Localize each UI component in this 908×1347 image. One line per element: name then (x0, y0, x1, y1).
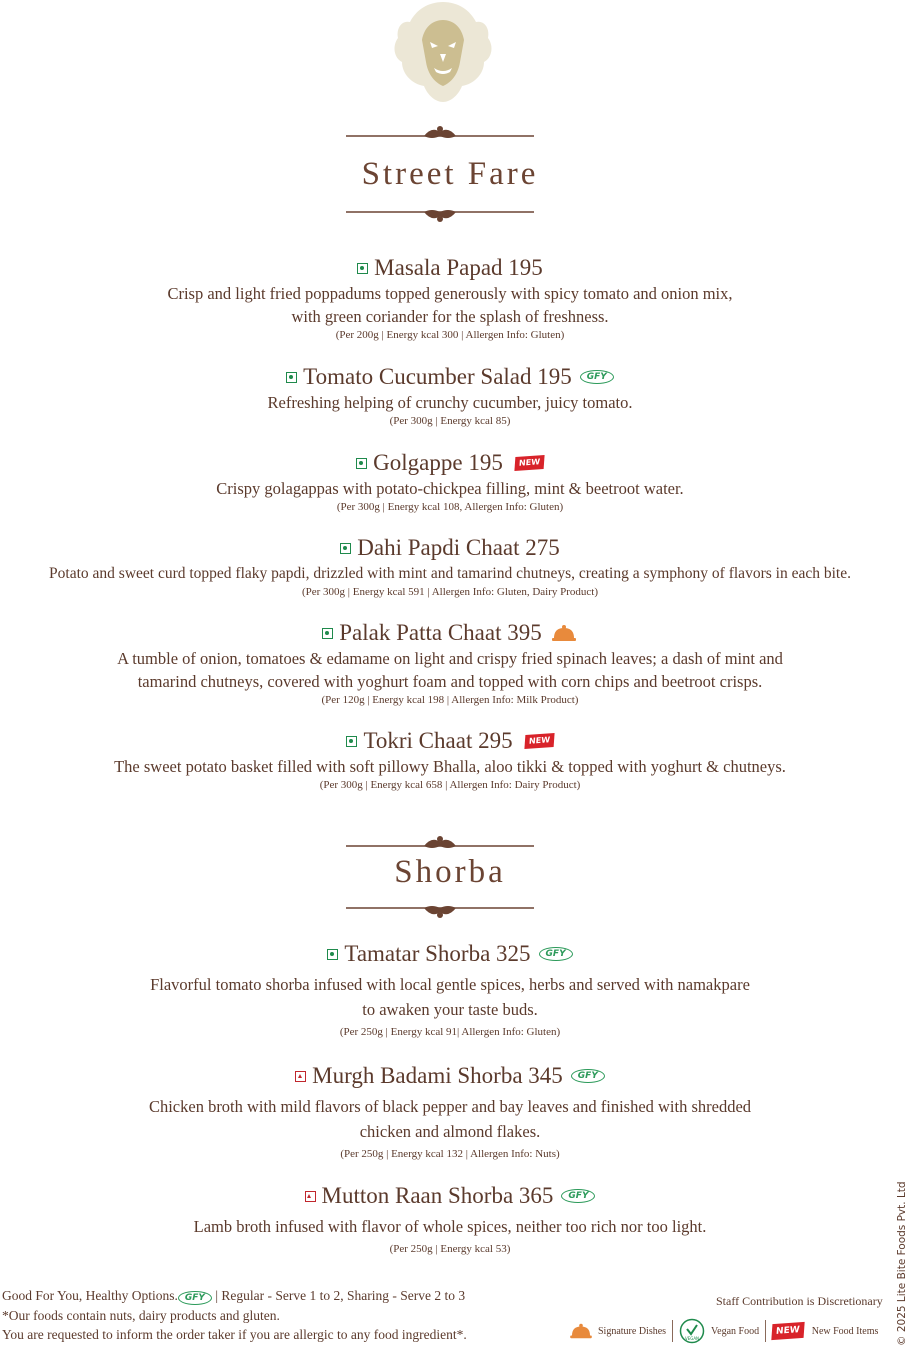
new-badge: NEW (524, 733, 554, 749)
copyright-text: © 2025 Lite Bite Foods Pvt. Ltd (896, 1181, 908, 1346)
menu-item (0, 727, 900, 792)
vegan-icon (679, 1318, 705, 1344)
item-description: with green coriander for the splash of freshness. (291, 307, 609, 326)
item-name: Golgappe 195 (373, 450, 503, 475)
menu-item (0, 1062, 900, 1161)
veg-icon (322, 628, 333, 639)
footer-notes (2, 1286, 467, 1345)
item-nutrition-info: (Per 300g | Energy kcal 658 | Allergen Info: Dairy Product) (319, 779, 581, 791)
item-nutrition-info: (Per 250g | Energy kcal 132 | Allergen Info: Nuts) (340, 1148, 560, 1160)
menu-item (0, 1182, 900, 1256)
item-description: The sweet potato basket filled with soft pillowy Bhalla, aloo tikki & topped with yoghurt & chutneys. (114, 757, 786, 776)
item-description: Chicken broth with mild flavors of black pepper and bay leaves and finished with shredded (148, 1097, 752, 1116)
gfy-badge: GFY (571, 1069, 605, 1083)
ornament-divider (340, 898, 540, 920)
item-description: chicken and almond flakes. (359, 1122, 541, 1141)
item-nutrition-info: (Per 250g | Energy kcal 91| Allergen Info: Gluten) (339, 1026, 561, 1038)
gfy-badge: GFY (561, 1189, 595, 1203)
menu-item (0, 254, 900, 342)
item-nutrition-info: (Per 300g | Energy kcal 108, Allergen Info: Gluten) (336, 501, 564, 513)
lion-logo (388, 0, 498, 104)
icon-legend (568, 1318, 878, 1344)
item-description: Flavorful tomato shorba infused with local gentle spices, herbs and served with namakpare (150, 975, 750, 994)
ornament-divider (340, 124, 540, 146)
menu-item (0, 619, 900, 707)
item-nutrition-info: (Per 300g | Energy kcal 85) (389, 415, 511, 427)
item-name: Palak Patta Chaat 395 (339, 620, 542, 645)
ornament-divider (340, 202, 540, 224)
legend-new-label: New Food Items (811, 1325, 879, 1337)
item-name: Dahi Papdi Chaat 275 (357, 535, 560, 560)
legend-signature-label: Signature Dishes (598, 1325, 667, 1337)
signature-dish-icon (550, 623, 578, 643)
footer-line-3: You are requested to inform the order taker if you are allergic to any food ingredient*. (2, 1327, 467, 1342)
item-description: tamarind chutneys, covered with yoghurt foam and topped with corn chips and beetroot crisps. (137, 672, 763, 691)
gfy-badge: GFY (580, 370, 614, 384)
veg-icon (286, 372, 297, 383)
ornament-divider (340, 834, 540, 856)
gfy-badge: GFY (178, 1291, 212, 1305)
veg-icon (356, 458, 367, 469)
item-name: Masala Papad 195 (374, 255, 543, 280)
item-description: Refreshing helping of crunchy cucumber, juicy tomato. (267, 393, 633, 412)
section-title-street-fare: Street Fare (361, 156, 539, 192)
nonveg-icon (295, 1071, 306, 1082)
item-nutrition-info: (Per 120g | Energy kcal 198 | Allergen Info: Milk Product) (321, 694, 579, 706)
footer-gfy-label: Good For You, Healthy Options. (2, 1288, 178, 1303)
menu-item (0, 534, 900, 599)
item-nutrition-info: (Per 300g | Energy kcal 591 | Allergen Info: Gluten, Dairy Product) (301, 586, 599, 598)
menu-item (0, 363, 900, 428)
veg-icon (346, 736, 357, 747)
item-name: Tamatar Shorba 325 (344, 941, 531, 966)
new-badge: NEW (514, 455, 544, 471)
item-description: Potato and sweet curd topped flaky papdi, drizzled with mint and tamarind chutneys, creating a symphony of flavors in each bite. (49, 565, 851, 582)
item-description: to awaken your taste buds. (362, 1000, 538, 1019)
item-description: Crisp and light fried poppadums topped generously with spicy tomato and onion mix, (167, 284, 733, 303)
legend-vegan-label: Vegan Food (711, 1325, 760, 1337)
nonveg-icon (305, 1191, 316, 1202)
item-description: Crispy golagappas with potato-chickpea filling, mint & beetroot water. (216, 479, 684, 498)
signature-dish-icon (568, 1322, 594, 1340)
item-name: Mutton Raan Shorba 365 (321, 1183, 554, 1208)
vegan-icon-text: VEGAN (685, 1336, 700, 1341)
item-name: Murgh Badami Shorba 345 (312, 1063, 563, 1088)
item-description: A tumble of onion, tomatoes & edamame on light and crispy fried spinach leaves; a dash of mint and (117, 649, 783, 668)
footer-serving-note: | Regular - Serve 1 to 2, Sharing - Serve 2 to 3 (211, 1288, 466, 1303)
item-name: Tomato Cucumber Salad 195 (303, 364, 572, 389)
veg-icon (327, 949, 338, 960)
veg-icon (357, 263, 368, 274)
legend-separator (672, 1320, 673, 1342)
new-badge: NEW (771, 1322, 804, 1340)
menu-item (0, 449, 900, 514)
staff-contribution-note: Staff Contribution is Discretionary (716, 1294, 883, 1308)
footer-line-2: *Our foods contain nuts, dairy products and gluten. (2, 1307, 280, 1323)
veg-icon (340, 543, 351, 554)
gfy-badge: GFY (539, 947, 573, 961)
item-nutrition-info: (Per 200g | Energy kcal 300 | Allergen Info: Gluten) (335, 329, 565, 341)
menu-item (0, 940, 900, 1039)
item-description: Lamb broth infused with flavor of whole spices, neither too rich nor too light. (193, 1217, 707, 1236)
item-nutrition-info: (Per 250g | Energy kcal 53) (389, 1243, 511, 1255)
legend-separator (765, 1320, 766, 1342)
item-name: Tokri Chaat 295 (363, 728, 513, 753)
footer-line-1 (2, 1286, 467, 1306)
section-title-shorba: Shorba (394, 854, 506, 890)
